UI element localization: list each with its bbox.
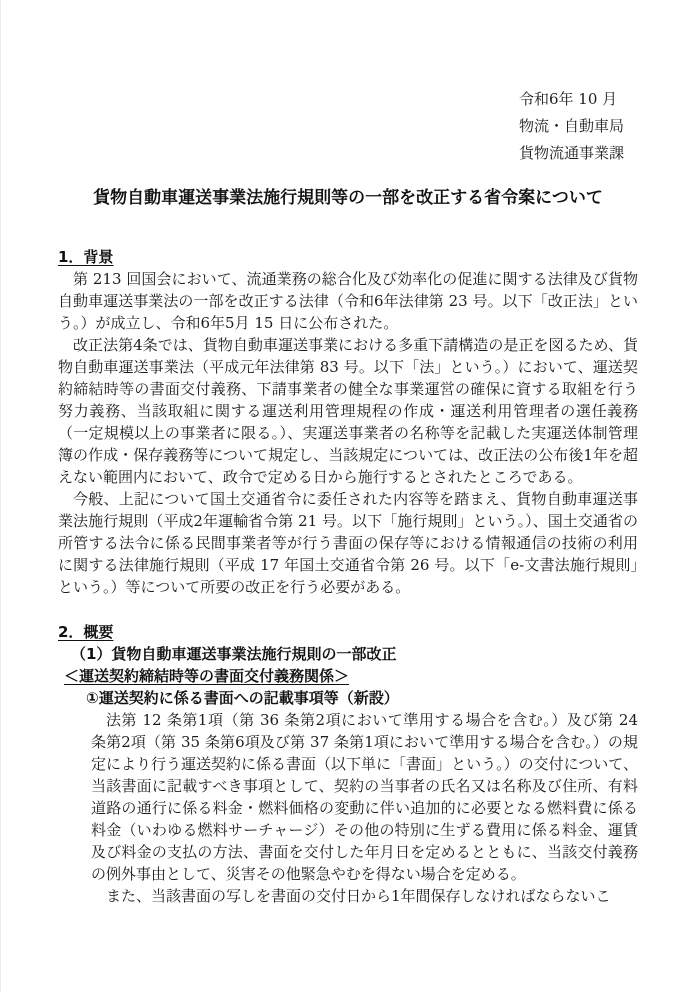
section-background xyxy=(58,246,638,598)
section2-sub1-heading: （1）貨物自動車運送事業法施行規則の一部改正 xyxy=(71,645,397,663)
section1-heading: 1．背景 xyxy=(58,248,114,266)
section2-item1-heading: ①運送契約に係る書面への記載事項等（新設） xyxy=(86,689,399,707)
background-paragraph-3: 今般、上記について国土交通省令に委任された内容等を踏まえ、貨物自動車運送事業法施行規則（平成2年運輸省令第 21 号。以下「施行規則」という。）、国土交通省の所管する法令に係る民間事業者等が行う書面の保存等における情報通信の技術の利用に関する法律施行規則（平成 17 年国土交通省令第 26 号。以下「e-文書法施行規則」という。）等について所要の改正を行う必要がある。 xyxy=(58,490,638,596)
section-overview xyxy=(58,621,638,907)
doc-header xyxy=(519,86,638,167)
background-paragraph-2: 改正法第4条では、貨物自動車運送事業における多重下請構造の是正を図るため、貨物自動車運送事業法（平成元年法律第 83 号。以下「法」という。）において、運送契約締結時等の書面交付義務、下請事業者の健全な事業運営の確保に資する取組を行う努力義務、当該取組に関する運送利用管理規程の作成・運送利用管理者の選任義務（一定規模以上の事業者に限る。）、実運送事業者の名称等を記載した実運送体制管理簿の作成・保存義務等について規定し、当該規定については、改正法の公布後1年を超えない範囲内において、政令で定める日から施行するとされたところである。 xyxy=(58,336,638,486)
doc-title: 貨物自動車運送事業法施行規則等の一部を改正する省令案について xyxy=(93,188,603,208)
section2-heading: 2．概要 xyxy=(58,623,114,641)
doc-date: 令和6年 10 月 xyxy=(519,90,618,108)
doc-division: 貨物流通事業課 xyxy=(519,144,625,162)
background-paragraph-1: 第 213 回国会において、流通業務の総合化及び効率化の促進に関する法律及び貨物自動車運送事業法の一部を改正する法律（令和6年法律第 23 号。以下「改正法」という。）が成立し、令和6年5月 15 日に公布された。 xyxy=(58,270,638,332)
document-page xyxy=(1,0,700,992)
item1-paragraph-2: また、当該書面の写しを書面の交付日から1年間保存しなければならないこ xyxy=(106,887,611,905)
doc-bureau: 物流・自動車局 xyxy=(519,117,625,135)
section2-bracket-heading: ＜運送契約締結時等の書面交付義務関係＞ xyxy=(64,667,350,685)
item1-paragraph-1: 法第 12 条第1項（第 36 条第2項において準用する場合を含む。）及び第 24 条第2項（第 35 条第6項及び第 37 条第1項において準用する場合を含む。）の規定により行う運送契約に係る書面（以下単に「書面」という。）の交付について、当該書面に記載すべき事項として、契約の当事者の氏名又は名称及び住所、有料道路の通行に係る料金・燃料価格の変動に伴い追加的に必要となる燃料費に係る料金（いわゆる燃料サーチャージ）その他の特別に生ずる費用に係る料金、運賃及び料金の支払の方法、書面を交付した年月日を定めるとともに、当該交付義務の例外事由として、災害その他緊急やむを得ない場合を定める。 xyxy=(91,711,638,883)
item1-body xyxy=(91,709,638,907)
